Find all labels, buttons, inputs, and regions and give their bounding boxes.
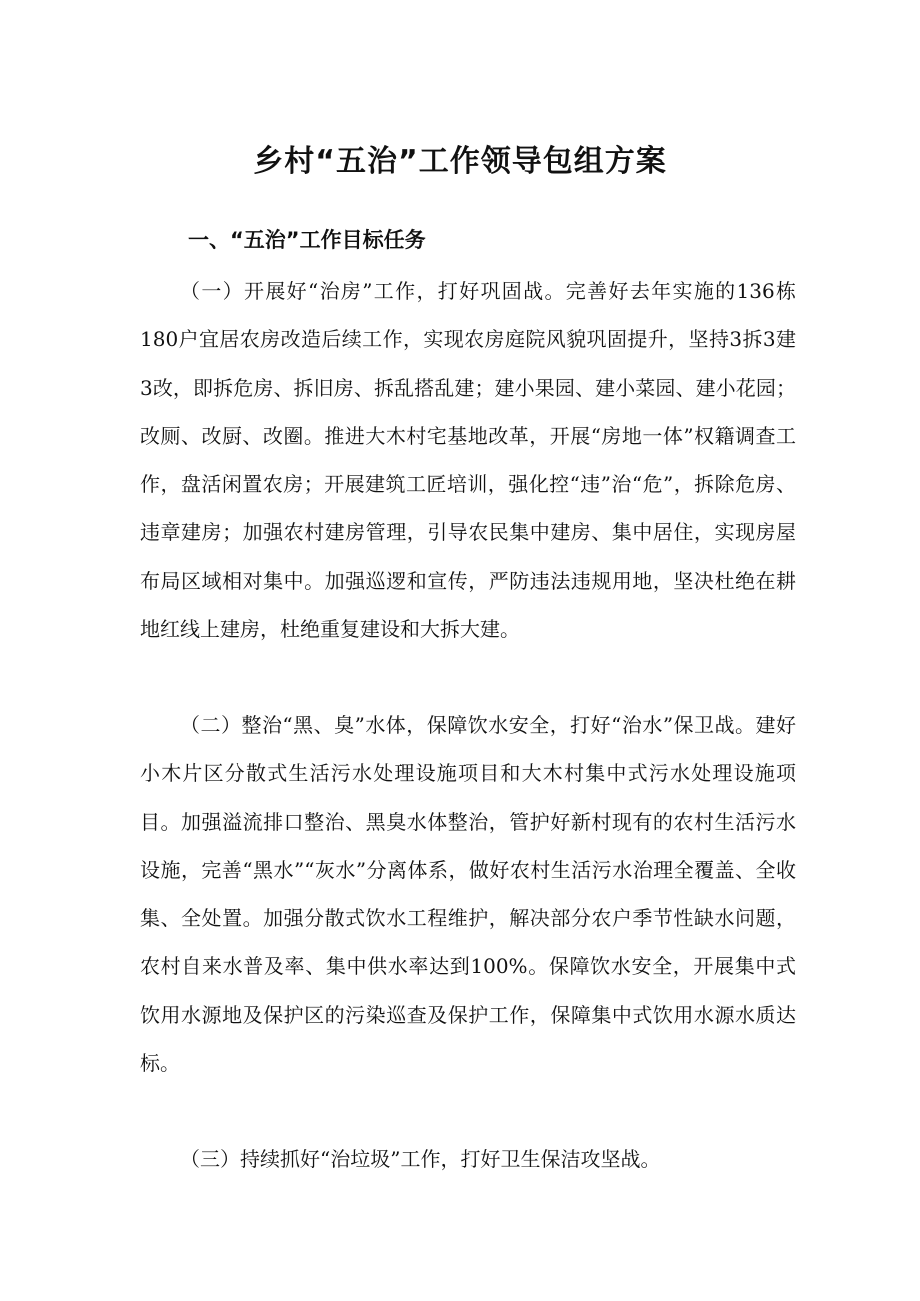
- paragraph-garbage: （三）持续抓好“治垃圾”工作，打好卫生保洁攻坚战。: [180, 1147, 661, 1171]
- section-heading: 一、“五治”工作目标任务: [188, 228, 426, 252]
- paragraph-water: （二）整治“黑、臭”水体，保障饮水安全，打好“治水”保卫战。建好小木片区分散式生活污水处理设施项目和大木村集中式污水处理设施项目。加强溢流排口整治、黑臭水体整治，管护好新村现有的农村生活污水设施，完善“黑水”“灰水”分离体系，做好农村生活污水治理全覆盖、全收集、全处置。加强分散式饮水工程维护，解决部分农户季节性缺水问题，农村自来水普及率、集中供水率达到100%。保障饮水安全，开展集中式饮用水源地及保护区的污染巡查及保护工作，保障集中式饮用水源水质达标。: [140, 713, 796, 1076]
- document-title: 乡村“五治”工作领导包组方案: [253, 144, 667, 179]
- paragraph-housing: （一）开展好“治房”工作，打好巩固战。完善好去年实施的136栋180户宜居农房改造后续工作，实现农房庭院风貌巩固提升，坚持3拆3建3改，即拆危房、拆旧房、拆乱搭乱建；建小果园、建小菜园、建小花园；改厕、改厨、改圈。推进大木村宅基地改革，开展“房地一体”权籍调查工作，盘活闲置农房；开展建筑工匠培训，强化控“违”治“危”，拆除危房、违章建房；加强农村建房管理，引导农民集中建房、集中居住，实现房屋布局区域相对集中。加强巡逻和宣传，严防违法违规用地，坚决杜绝在耕地红线上建房，杜绝重复建设和大拆大建。: [140, 279, 796, 642]
